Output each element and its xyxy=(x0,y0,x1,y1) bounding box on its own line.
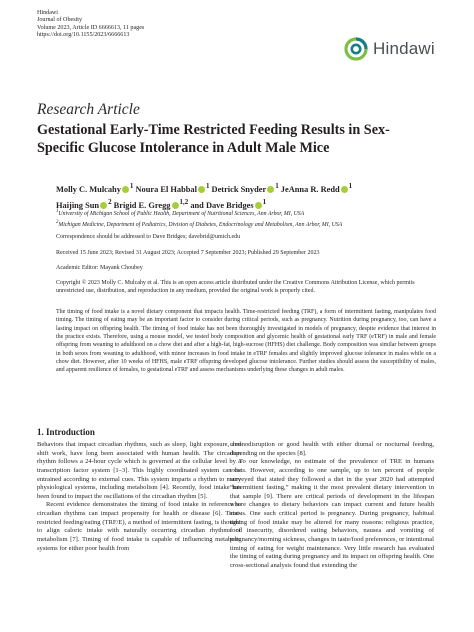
affiliations xyxy=(56,208,436,229)
author-name[interactable]: JeAnna R. Redd xyxy=(280,184,340,194)
author-affiliation-sup: 1 xyxy=(205,182,210,190)
author-affiliation-sup: 1 xyxy=(348,182,353,190)
author-name[interactable]: Dave Bridges xyxy=(205,201,254,211)
author-name[interactable]: Haijing Sun xyxy=(56,201,100,211)
section-heading: 1. Introduction xyxy=(37,427,95,437)
affiliation xyxy=(56,208,436,219)
paragraph: Recent evidence demonstrates the timing of food intake in reference to circadian rhythms can impact propensity for health or disease [6]. Time-restricted feeding/eating (TRF/E), a method of intermittent fasting, is thought to align caloric intake with naturally occurring circadian rhythms of metabolism [7]. Timing of food intake is capable of influencing metabolic systems for either poor health from xyxy=(37,501,241,552)
copyright-notice: Copyright © 2023 Molly C. Mulcahy et al. This is an open access article distributed under the Creative Commons Attribution License, which permits unrestricted use, distribution, and reproduction in any medium, provided the original work is properly cited. xyxy=(56,280,415,294)
author-affiliation-sup: 1,2 xyxy=(179,198,189,207)
author-affiliation-sup: 1 xyxy=(262,198,267,207)
academic-editor: Academic Editor: Mayank Choubey xyxy=(56,265,143,271)
author-affiliation-sup: 1 xyxy=(129,182,134,190)
orcid-icon[interactable] xyxy=(267,186,274,193)
abstract: The timing of food intake is a novel dietary component that impacts health. Time-restricted feeding (TRF), a form of intermittent fasting, manipulates food timing. The timing of eating may be an important factor to consider during critical periods, such as pregnancy. Nutrition during pregnancy, too, can have a lasting impact on offspring health. The timing of food intake has not been thoroughly investigated in models of pregnancy, despite evidence that interest in the practice exists. Therefore, using a mouse model, we tested body composition and glycemic health of gestational early TRF (eTRF) in male and female offspring from weaning to adulthood on a chow diet and after a high-fat, high-sucrose (HFHS) diet challenge. Body composition was similar between groups in both sexes from weaning to adulthood, with minor increases in food intake in eTRF females and slightly improved glucose tolerance in males while on a chow diet. However, after 10 weeks of HFHS, male eTRF offspring developed glucose intolerance. Further studies should assess the susceptibility of males, and apparent resilience of females, to gestational eTRF and assess mechanisms underlying these changes in adult males. xyxy=(56,309,436,374)
doi-link[interactable]: https://doi.org/10.1155/2023/6666613 xyxy=(37,31,130,38)
hindawi-logo-icon xyxy=(344,37,368,61)
volume-info: Volume 2023, Article ID 6666613, 11 pages xyxy=(37,24,145,31)
affiliation-sup: 2 xyxy=(56,219,59,225)
author-list: Molly C. Mulcahy $^1$ Noura El Habbal $^1$ Detrick Snyder $^1$ JeAnna R. Redd $^1$ Haijing Sun $^2$ Brigid E. Gregg $^{1,2}$ and Dave Bridges $^1$ xyxy=(56,182,353,211)
article-title: Gestational Early-Time Restricted Feeding Results in Sex-Specific Glucose Intolerance in Adult Male Mice xyxy=(37,122,390,156)
paragraph: Behaviors that impact circadian rhythms, such as sleep, light exposure, and shift work, have long been associated with human health. The circadian rhythm follows a 24-hour cycle which is governed at the cellular level by a transcription factor system [1–3]. This highly coordinated system can be entrained according to external cues. This system imparts a rhythm to many physiological systems, including metabolism [4]. Recently, food intake has been found to impact the oscillations of the circadian rhythm [5]. xyxy=(37,441,241,500)
affiliation-text: Michigan Medicine, Department of Pediatrics, Division of Diabetes, Endocrinology and Metabolism, Ann Arbor, MI, USA xyxy=(58,221,343,228)
article-type: Research Article xyxy=(37,101,140,118)
logo-text: Hindawi xyxy=(373,39,435,58)
author-name[interactable]: Brigid E. Gregg xyxy=(113,201,171,211)
journal-name: Journal of Obesity xyxy=(37,17,83,24)
author-name[interactable]: Detrick Snyder xyxy=(211,184,267,194)
author-affiliation-sup: 2 xyxy=(108,198,112,207)
correspondence: Correspondence should be addressed to Dave Bridges; davebrid@umich.edu xyxy=(56,234,241,240)
affiliation-sup: 1 xyxy=(56,209,59,214)
affiliation-text: University of Michigan School of Public Health, Department of Nutritional Sciences, Ann Arbor, MI, USA xyxy=(58,210,305,217)
paragraph: chronodisruption or good health with either diurnal or nocturnal feeding, depending on the species [8]. xyxy=(230,441,434,457)
affiliation xyxy=(56,219,436,230)
orcid-icon[interactable] xyxy=(122,186,129,193)
publication-dates: Received 15 June 2023; Revised 31 August 2023; Accepted 7 September 2023; Published 29 September 2023 xyxy=(56,250,320,256)
author-affiliation-sup: 1 xyxy=(275,182,279,190)
orcid-icon[interactable] xyxy=(198,186,205,193)
intro-left-column xyxy=(37,441,241,553)
intro-right-column xyxy=(230,441,434,571)
publisher-name: Hindawi xyxy=(37,10,58,16)
orcid-icon[interactable] xyxy=(341,186,348,193)
author-name[interactable]: Noura El Habbal xyxy=(135,184,197,194)
journal-meta xyxy=(37,10,144,39)
paragraph: To our knowledge, no estimate of the prevalence of TRE in humans exists. However, according to one sample, up to ten percent of people surveyed that stated they followed a diet in the year 2020 had attempted “intermittent fasting,” making it the most prevalent dietary intervention in that sample [9]. There are critical periods of development in the lifespan where changes to dietary behaviors can impact current and future health status. One such critical period is pregnancy. During pregnancy, habitual timing of food intake may be altered for many reasons: religious practice, food insecurity, disordered eating behaviors, nausea and vomiting of pregnancy/morning sickness, changes in taste/food preferences, or intentional timing of eating for weight maintenance. Very little research has evaluated the timing of eating during pregnancy and its impact on offspring health. One cross-sectional analysis found that extending the xyxy=(230,458,434,569)
author-name[interactable]: Molly C. Mulcahy xyxy=(56,184,121,194)
hindawi-logo[interactable] xyxy=(344,36,435,62)
